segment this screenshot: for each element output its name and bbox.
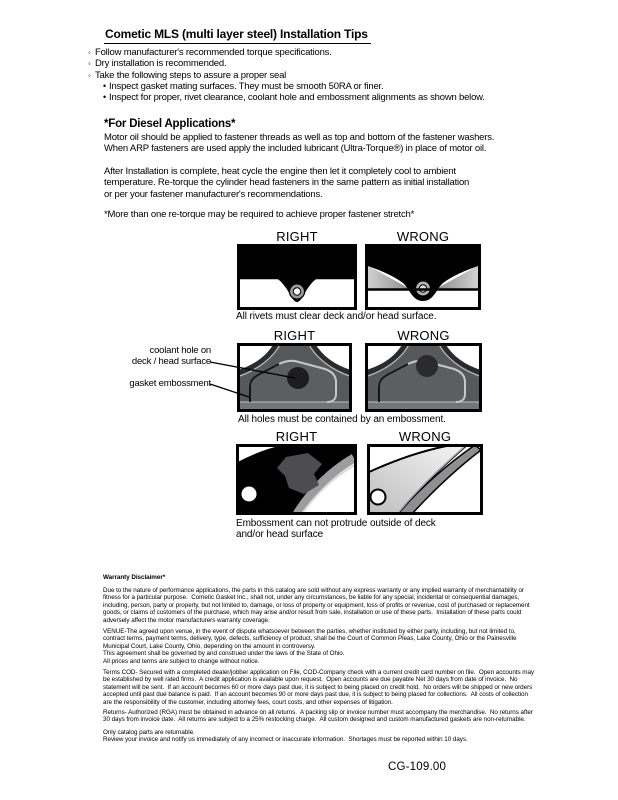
leader-line-embossment (210, 384, 249, 397)
bullet-text: Inspect for proper, rivet clearance, coolant hole and embossment alignments as shown below. (109, 92, 485, 104)
disclaimer-line: be established by well rated firms. A credit application is available upon request. Open accounts are due payable Net 30 days from date of invoice. No (103, 676, 518, 684)
disclaimer-line: VENUE-The agreed upon venue, in the event of dispute whatsoever between the parties, whether instituted by either party, including, but not limited to, (103, 628, 516, 635)
paragraph-line: or per your fastener manufacturer's recommendations. (104, 188, 323, 200)
disclaimer-line: Returns- Authorized (RGA) must be obtained in advance on all returns. A packing slip or invoice number must accompany the merchandise. No returns after (103, 709, 533, 716)
fig2-wrong-diagram (365, 343, 482, 412)
fig2-wrong-label: WRONG (397, 328, 450, 343)
paragraph-line: temperature. Re-torque the cylinder head fasteners in the same pattern as initial installation (104, 177, 470, 189)
list-item (88, 70, 528, 81)
bullet-text: Take the following steps to assure a proper seal (95, 69, 287, 81)
fig3-caption-line1: Embossment can not protrude outside of deck (236, 518, 436, 529)
coolant-hole-label-line2: deck / head surface (131, 355, 211, 367)
bolt-hole (371, 490, 386, 505)
paragraph-line: Motor oil should be applied to fastener threads as well as top and bottom of the fastener washers. (104, 132, 495, 143)
disclaimer-line: Only catalog parts are returnable. (103, 728, 195, 736)
coolant-hole-label-line1: coolant hole on (149, 345, 211, 356)
disclaimer-line: fitness for a particular purpose. Cometic Gasket Inc., shall not, under any circumstances, be liable for any special, incidental or consequential damages, (103, 594, 520, 602)
rivet-center (293, 288, 300, 295)
fig3-right-label: RIGHT (275, 429, 318, 444)
fig3-wrong-label: WRONG (398, 429, 452, 444)
leader-line-coolant (210, 362, 295, 378)
fig3-wrong-diagram (367, 444, 483, 515)
disclaimer-line: are the responsibility of the customer, including attorney fees, court costs, and other expenses of litigation. (103, 698, 393, 706)
paragraph-line: After Installation is complete, heat cycle the engine then let it completely cool to ambient (104, 166, 456, 177)
dot-bullet-icon: • (103, 92, 106, 103)
bolt-hole (242, 487, 257, 502)
disclaimer-line: Municipal Court, Lake County, Ohio, depending on the amount in controversy. (103, 642, 316, 650)
fig2-right-label: RIGHT (273, 328, 316, 343)
leader-lines (209, 356, 304, 401)
circle-bullet-icon: ◦ (88, 59, 91, 69)
tips-bullet-list (88, 47, 528, 81)
page-code: CG-109.00 (388, 761, 447, 773)
circle-bullet-icon: ◦ (88, 48, 91, 57)
dot-bullet-icon: • (103, 81, 106, 91)
disclaimer-line: Review your invoice and notify us immediately of any incorrect or inaccurate information. Shortages must be reported within 10 days. (103, 735, 468, 743)
disclaimer-line: statement will be sent. If an account becomes 60 or more days past due, it is subject to being placed on credit hold. No orders will be shipped or new orders (103, 683, 533, 691)
diesel-heading: *For Diesel Applications* (104, 118, 236, 130)
fig1-wrong-label: WRONG (396, 229, 450, 244)
bullet-text: Inspect gasket mating surfaces. They must be smooth 50RA or finer. (109, 81, 384, 92)
fig1-right-diagram (237, 244, 357, 310)
fig3-right-diagram (236, 444, 357, 515)
fig1-right-label: RIGHT (276, 229, 318, 244)
fig2-caption: All holes must be contained by an embossment. (238, 414, 446, 425)
disclaimer-line: 30 days from invoice date. All returns are subject to a 25% restocking charge. All custom designed and custom manufactured gaskets are non-returnable. (103, 716, 526, 724)
bullet-text: Dry installation is recommended. (95, 58, 227, 70)
disclaimer-line: contract terms, payment terms, delivery, type, defects, sufficiency of product, shall be the Court of Common Pleas, Lake County, Ohio or the Painesville (103, 635, 517, 643)
fig1-caption: All rivets must clear deck and/or head surface. (236, 311, 437, 322)
bullet-text: Follow manufacturer's recommended torque specifications. (95, 47, 332, 58)
disclaimer-line: This agreement shall be governed by and construed under the laws of the State of Ohio. (103, 650, 345, 658)
disclaimer-line: adversely affect the motor manufacturers warranty coverage. (103, 616, 270, 624)
disclaimer-line: Terms COD- Secured with a completed dealer/jobber application on File, COD-Company check with a current credit card number on file. Open accounts may (103, 669, 535, 676)
page-title: Cometic MLS (multi layer steel) Installation Tips (104, 27, 371, 44)
coolant-hole (416, 355, 438, 377)
disclaimer-line: All prices and terms are subject to change without notice. (103, 658, 260, 665)
retorque-note: *More than one re-torque may be required to achieve proper fastener stretch* (104, 209, 415, 220)
paragraph-line: When ARP fasteners are used apply the included lubricant (Ultra-Torque®) in place of motor oil. (104, 143, 487, 155)
circle-bullet-icon: ◦ (88, 70, 91, 80)
fig3-caption-line2: and/or head surface (236, 529, 324, 540)
list-item (103, 81, 543, 92)
disclaimer-heading: Warranty Disclaimer* (103, 574, 166, 581)
list-item (103, 92, 543, 103)
disclaimer-line: Due to the nature of performance applications, the parts in this catalog are sold without any express warranty or any implied warranty of merchantability or (103, 587, 524, 594)
gasket-embossment-label: gasket embossment (129, 377, 211, 389)
fig1-wrong-diagram (365, 244, 481, 310)
disclaimer-line: accepted until past due balance is paid. If an account becomes 90 or more days past due, it is subject to being placed for collections. All costs of collection (103, 691, 528, 699)
list-item (88, 58, 528, 69)
disclaimer-line: goods, or claims of customers of the purchase, which may arise and/or result from sale, installation or use of these parts. Installation of these parts could (103, 609, 522, 617)
list-item (88, 47, 528, 58)
disclaimer-line: including, person, party or property, but not limited to, damage, or loss of property or equipment, loss of profits or revenue, cost of purchased or replacement (103, 601, 530, 609)
tips-sub-bullet-list (103, 81, 543, 104)
